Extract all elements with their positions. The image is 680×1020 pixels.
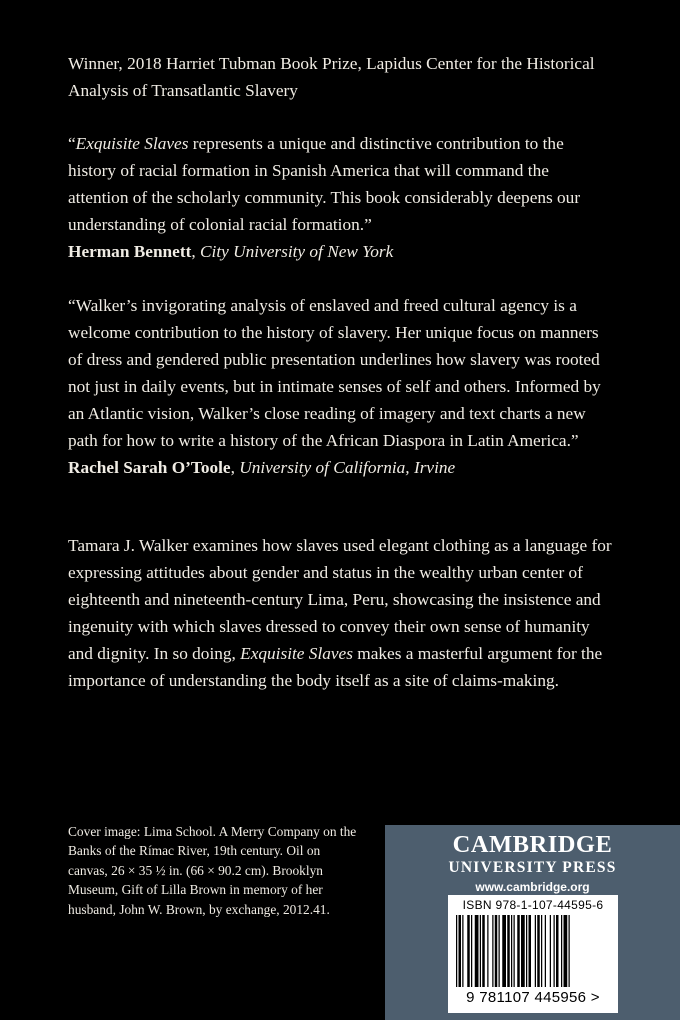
barcode-bar (521, 915, 525, 987)
publisher-subname: UNIVERSITY PRESS (448, 859, 617, 876)
barcode-bar (526, 915, 527, 987)
endorsement-quote-2 (68, 292, 613, 481)
barcode-bar (511, 915, 512, 987)
barcode-bar (569, 915, 570, 987)
barcode-bar (459, 915, 462, 987)
barcode-bar (517, 915, 520, 987)
quote-1-author: Herman Bennett (68, 242, 192, 261)
isbn-label: ISBN 978-1-107-44595-6 (462, 898, 604, 912)
barcode-bar (480, 915, 481, 987)
quote-2-body: “Walker’s invigorating analysis of enslaved and freed cultural agency is a welcome contribution to the history of slavery. Her unique focus on manners of dress and gendered public presentation underlines how slavery was rooted not just in daily events, but in intimate senses of self and others. Informed by an Atlantic vision, Walker’s close reading of imagery and text charts a new path for how to write a history of the African Diaspora in Latin America.” (68, 296, 601, 450)
quote-1-affiliation: City University of New York (200, 242, 394, 261)
description-text: Tamara J. Walker examines how slaves used elegant clothing as a language for expressing attitudes about gender and status in the wealthy urban center of eighteenth and nineteenth-century Lima, Peru, showcasing the insistence and ingenuity with which slaves dressed to convey their own sense of humanity and dignity. In so doing, Exquisite Slaves makes a masterful argument for the importance of understanding the body itself as a site of claims-making. (68, 536, 612, 690)
publisher-name: CAMBRIDGE (452, 831, 613, 858)
barcode-bar (529, 915, 532, 987)
barcode-bar (564, 915, 568, 987)
quote-2-attribution: Rachel Sarah O’Toole, University of California, Irvine (68, 458, 456, 477)
book-title: Exquisite Slaves (75, 134, 189, 153)
cover-image-credit: Cover image: Lima School. A Merry Company on the Banks of the Rímac River, 19th century. Oil on canvas, 26 × 35 ½ in. (66 × 90.2 cm). Brooklyn Museum, Gift of Lilla Brown in memory of her husband, John W. Brown, by exchange, 2012.41. (68, 824, 357, 917)
book-title: Exquisite Slaves (240, 644, 353, 663)
barcode-bar (556, 915, 559, 987)
barcode-bar (462, 915, 463, 987)
barcode-bar (561, 915, 562, 987)
barcode-bar (492, 915, 493, 987)
barcode-bar (537, 915, 540, 987)
barcode-bar (550, 915, 551, 987)
barcode-bar (514, 915, 515, 987)
barcode-bar (507, 915, 510, 987)
publisher-panel (385, 825, 680, 1020)
publisher-url: www.cambridge.org (475, 880, 590, 894)
barcode-bar (456, 915, 457, 987)
award-notice (68, 50, 613, 104)
barcode-bar (467, 915, 470, 987)
isbn-barcode (448, 895, 618, 1013)
barcode-bar (475, 915, 479, 987)
quote-2-author: Rachel Sarah O’Toole (68, 458, 231, 477)
barcode-digits: 9 781107 445956 > (466, 989, 600, 1006)
award-text: Winner, 2018 Harriet Tubman Book Prize, Lapidus Center for the Historical Analysis of Transatlantic Slavery (68, 54, 595, 100)
barcode-bar (487, 915, 488, 987)
quote-1-attribution: Herman Bennett, City University of New York (68, 242, 394, 261)
endorsement-quote-1 (68, 130, 613, 265)
quote-2-affiliation: University of California, Irvine (239, 458, 456, 477)
barcode-bar (535, 915, 536, 987)
book-description (68, 532, 613, 694)
barcode-bar (554, 915, 555, 987)
barcode-icon (456, 915, 611, 987)
barcode-bar (499, 915, 500, 987)
barcode-bar (495, 915, 498, 987)
barcode-bar (482, 915, 485, 987)
barcode-bar (502, 915, 506, 987)
barcode-bar (471, 915, 472, 987)
quote-1-body: “Exquisite Slaves represents a unique and distinctive contribution to the history of racial formation in Spanish America that will command the attention of the scholarly community. This book considerably deepens our understanding of colonial racial formation.” (68, 134, 581, 234)
barcode-bar (541, 915, 542, 987)
barcode-bar (545, 915, 546, 987)
